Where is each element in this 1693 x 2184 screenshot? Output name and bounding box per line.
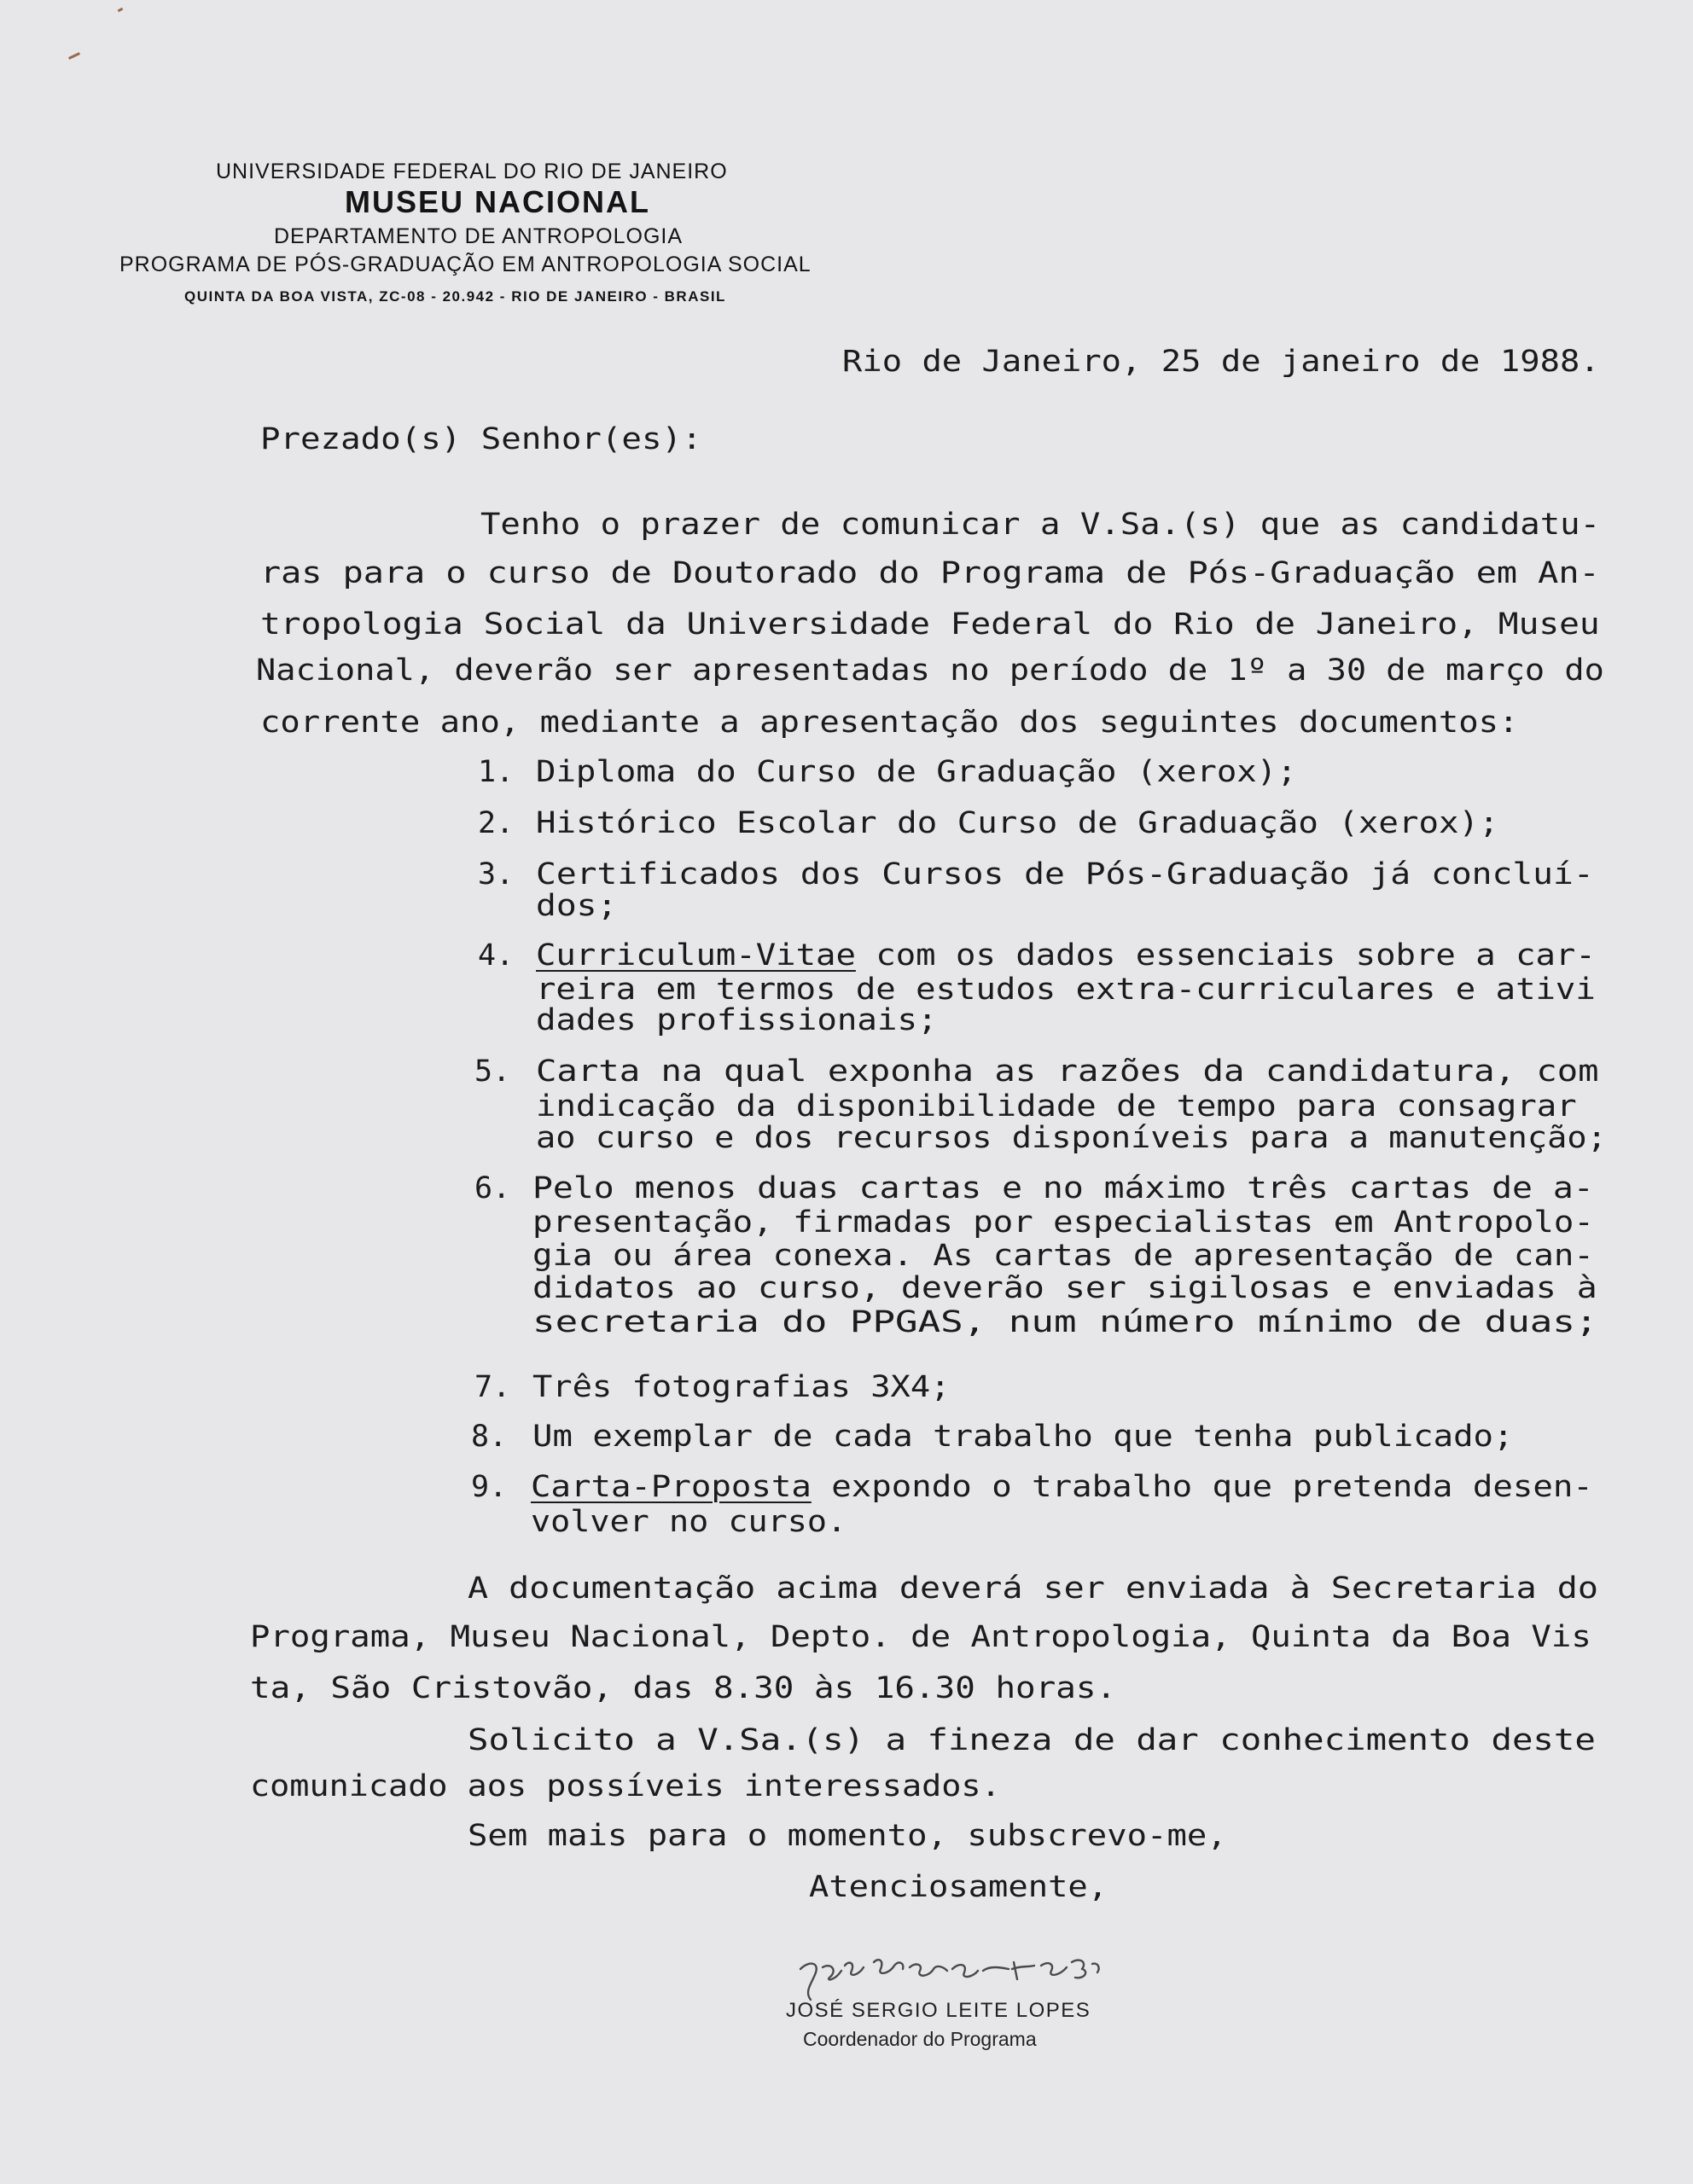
paragraph2-line: Programa, Museu Nacional, Depto. de Antropologia, Quinta da Boa Vis [250,1620,1591,1654]
item-number: 2. [478,806,515,840]
letterhead-university: UNIVERSIDADE FEDERAL DO RIO DE JANEIRO [216,160,728,183]
paragraph2-line: ta, São Cristovão, das 8.30 às 16.30 horas. [250,1671,1117,1705]
item-line: reira em termos de estudos extra-curriculares e ativi [536,973,1596,1007]
scan-mark [118,8,124,13]
paragraph2-line: A documentação acima deverá ser enviada à Secretaria do [468,1571,1598,1606]
item-number: 3. [478,857,515,892]
item-number: 7. [474,1370,511,1404]
item-number: 5. [474,1054,511,1089]
paragraph1-line: ras para o curso de Doutorado do Programa de Pós-Graduação em An- [260,556,1600,590]
item-line [531,1470,1593,1504]
signatory-name: JOSÉ SERGIO LEITE LOPES [786,1999,1091,2022]
item-line: Certificados dos Cursos de Pós-Graduação já concluí- [536,857,1594,892]
underlined-term: Carta-Proposta [531,1470,812,1504]
item-line: gia ou área conexa. As cartas de apresentação de can- [532,1239,1594,1273]
underlined-term: Curriculum-Vitae [536,938,856,973]
item-line: ao curso e dos recursos disponíveis para a manutenção; [536,1121,1607,1155]
closing-line: Sem mais para o momento, subscrevo-me, [468,1819,1227,1853]
item-line: indicação da disponibilidade de tempo para consagrar [536,1089,1577,1124]
item-number: 1. [478,755,515,789]
paragraph3-line: comunicado aos possíveis interessados. [250,1769,1001,1804]
item-line: Histórico Escolar do Curso de Graduação (xerox); [536,806,1499,840]
item-line: didatos ao curso, deverão ser sigilosas e enviadas à [532,1271,1597,1305]
item-line: volver no curso. [531,1505,847,1539]
salutation: Prezado(s) Senhor(es): [260,422,702,456]
item-line: dos; [536,889,618,923]
letterhead-address: QUINTA DA BOA VISTA, ZC-08 - 20.942 - RIO DE JANEIRO - BRASIL [184,288,726,305]
item-line [536,938,1596,973]
item-number: 8. [471,1420,508,1454]
item-line: Carta na qual exponha as razões da candidatura, com [536,1054,1599,1089]
item-line: Diploma do Curso de Graduação (xerox); [536,755,1297,789]
signatory-title: Coordenador do Programa [803,2028,1037,2050]
paragraph1-line: Tenho o prazer de comunicar a V.Sa.(s) que as candidatu- [480,508,1601,542]
item-text: com os dados essenciais sobre a car- [855,938,1596,973]
item-line: Um exemplar de cada trabalho que tenha publicado; [532,1420,1514,1454]
date-line: Rio de Janeiro, 25 de janeiro de 1988. [842,345,1600,379]
item-line: Pelo menos duas cartas e no máximo três cartas de a- [532,1171,1594,1205]
item-number: 4. [478,938,515,973]
item-line: secretaria do PPGAS, num número mínimo de duas; [532,1305,1598,1339]
item-number: 9. [471,1470,508,1504]
paragraph1-line: tropologia Social da Universidade Federal do Rio de Janeiro, Museu [260,607,1600,642]
item-line: Três fotografias 3X4; [532,1370,951,1404]
letterhead-program: PROGRAMA DE PÓS-GRADUAÇÃO EM ANTROPOLOGIA SOCIAL [119,253,812,276]
paragraph1-line: Nacional, deverão ser apresentadas no período de 1º a 30 de março do [256,653,1604,688]
letterhead-department: DEPARTAMENTO DE ANTROPOLOGIA [274,224,684,248]
item-number: 6. [474,1171,511,1205]
paragraph1-line: corrente ano, mediante a apresentação dos seguintes documentos: [260,706,1519,740]
paragraph3-line: Solicito a V.Sa.(s) a fineza de dar conhecimento deste [468,1723,1596,1757]
letterhead-museum: MUSEU NACIONAL [345,184,650,219]
scan-mark [68,52,80,60]
item-line: dades profissionais; [536,1003,938,1037]
item-text: expondo o trabalho que pretenda desen- [811,1470,1593,1504]
valediction: Atenciosamente, [809,1870,1108,1904]
item-line: presentação, firmadas por especialistas em Antropolo- [532,1205,1594,1240]
